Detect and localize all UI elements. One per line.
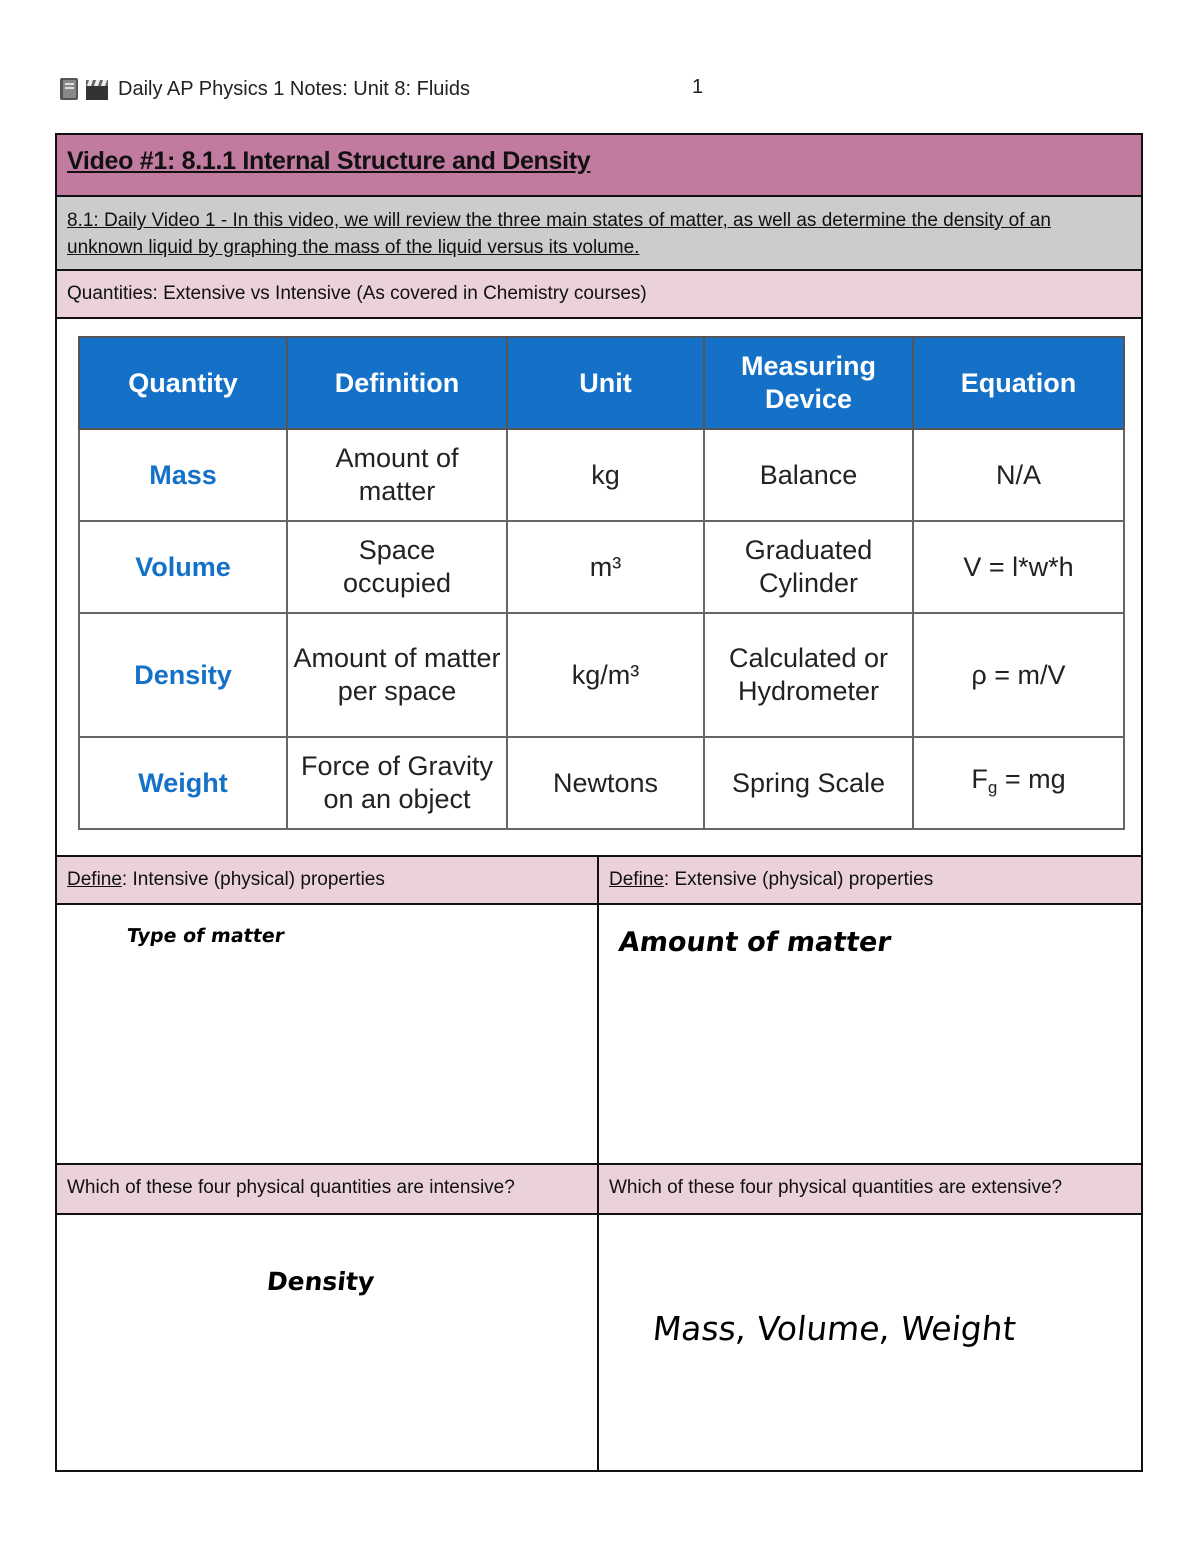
table-row (79, 737, 1124, 829)
quantities-heading: Quantities: Extensive vs Intensive (As covered in Chemistry courses) (57, 271, 1141, 319)
definition-cell: Amount of matter (287, 429, 507, 521)
unit-cell: m³ (507, 521, 704, 613)
equation-subscript: g (987, 777, 998, 797)
table-row (79, 429, 1124, 521)
notebook-icon (58, 77, 80, 101)
device-cell: Graduated Cylinder (704, 521, 913, 613)
definition-cell: Force of Gravity on an object (287, 737, 507, 829)
notes-sheet (55, 133, 1143, 1472)
device-cell: Balance (704, 429, 913, 521)
col-header-definition: Definition (287, 337, 507, 429)
equation-cell: V = l*w*h (913, 521, 1124, 613)
quantity-cell: Density (79, 613, 287, 737)
unit-cell: Newtons (507, 737, 704, 829)
extensive-question: Which of these four physical quantities are extensive? (599, 1165, 1141, 1215)
define-label: Define (67, 869, 122, 890)
device-cell: Spring Scale (704, 737, 913, 829)
define-intensive-heading (57, 857, 599, 905)
define-answer-row (57, 905, 1141, 1165)
define-intensive-text: : Intensive (physical) properties (121, 869, 385, 890)
equation-main: F (971, 763, 988, 794)
quantity-cell: Weight (79, 737, 287, 829)
extensive-definition-answer: Amount of matter (616, 927, 894, 958)
video-description: 8.1: Daily Video 1 - In this video, we will review the three main states of matter, as well as determine the density of an unknown liquid by graphing the mass of the liquid versus its volume. (57, 197, 1141, 271)
define-label: Define (609, 869, 664, 890)
intensive-question-answer-box[interactable] (57, 1215, 599, 1470)
document-title: Daily AP Physics 1 Notes: Unit 8: Fluids (118, 77, 470, 100)
extensive-question-answer-box[interactable] (599, 1215, 1141, 1470)
page-number: 1 (692, 76, 704, 98)
device-cell: Calculated or Hydrometer (704, 613, 913, 737)
quantity-cell: Volume (79, 521, 287, 613)
define-extensive-heading (599, 857, 1141, 905)
table-row (79, 521, 1124, 613)
video-title-band (57, 135, 1141, 197)
question-row (57, 1165, 1141, 1215)
col-header-equation: Equation (913, 337, 1124, 429)
equation-cell: ρ = m/V (913, 613, 1124, 737)
equation-tail: = mg (997, 763, 1066, 794)
equation-cell: N/A (913, 429, 1124, 521)
table-container (57, 319, 1141, 857)
quantity-cell: Mass (79, 429, 287, 521)
quantity-table (78, 336, 1125, 830)
clapperboard-icon (84, 77, 110, 101)
question-answer-row (57, 1215, 1141, 1470)
col-header-quantity: Quantity (79, 337, 287, 429)
intensive-answer-box[interactable] (57, 905, 599, 1163)
define-heading-row (57, 857, 1141, 905)
intensive-definition-answer: Type of matter (125, 925, 286, 947)
extensive-question-answer: Mass, Volume, Weight (650, 1309, 1018, 1348)
col-header-measuring-device: Measuring Device (704, 337, 913, 429)
unit-cell: kg/m³ (507, 613, 704, 737)
define-extensive-text: : Extensive (physical) properties (663, 869, 934, 890)
definition-cell: Space occupied (287, 521, 507, 613)
col-header-unit: Unit (507, 337, 704, 429)
video-title: Video #1: 8.1.1 Internal Structure and Density (67, 147, 591, 175)
unit-cell: kg (507, 429, 704, 521)
intensive-question-answer: Density (265, 1267, 376, 1296)
extensive-answer-box[interactable] (599, 905, 1141, 1163)
page-header (58, 74, 718, 104)
definition-cell: Amount of matter per space (287, 613, 507, 737)
table-row (79, 613, 1124, 737)
table-header-row (79, 337, 1124, 429)
intensive-question: Which of these four physical quantities are intensive? (57, 1165, 599, 1215)
equation-cell (913, 737, 1124, 829)
